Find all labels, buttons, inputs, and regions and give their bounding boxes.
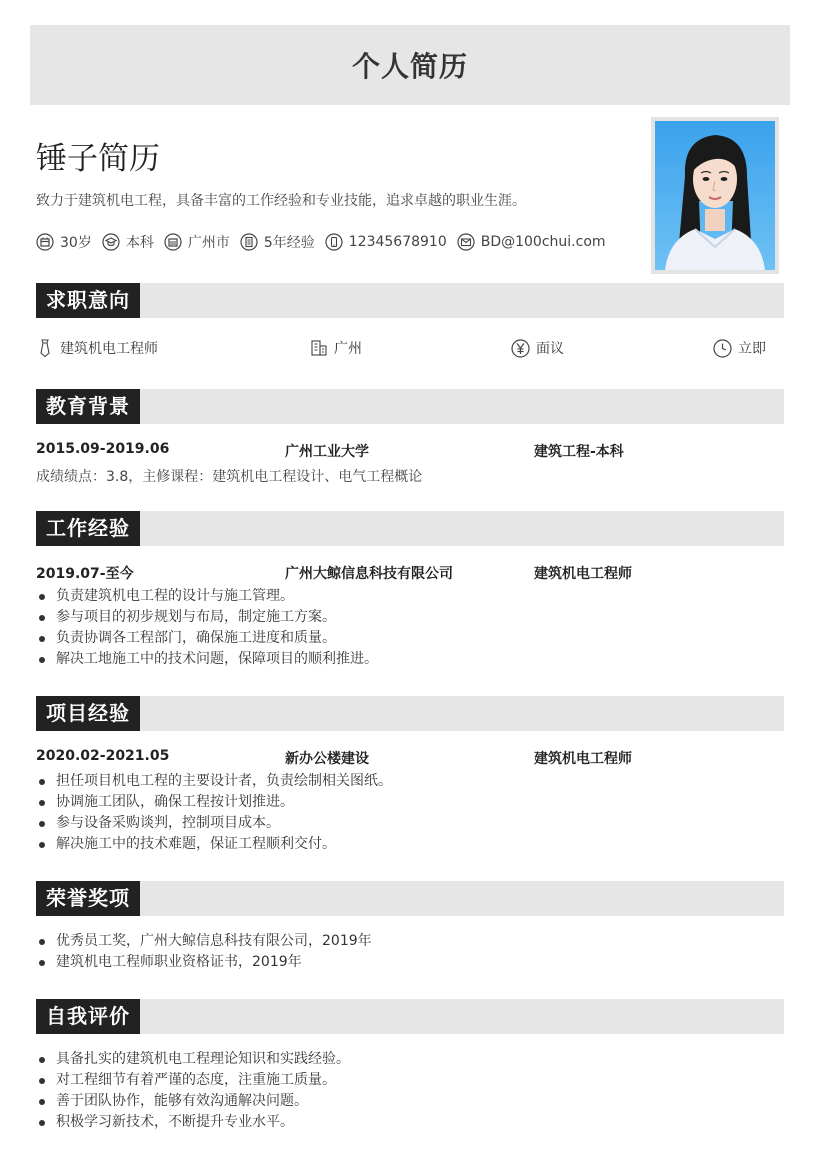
self-bullets — [36, 1049, 784, 1133]
tagline: 致力于建筑机电工程，具备丰富的工作经验和专业技能，追求卓越的职业生涯。 — [36, 193, 526, 209]
intent-salary-text: 面议 — [536, 341, 564, 357]
info-phone-text: 12345678910 — [348, 234, 447, 250]
work-company: 广州大鲸信息科技有限公司 — [285, 566, 453, 582]
list-item: 担任项目机电工程的主要设计者，负责绘制相关图纸。 — [36, 771, 784, 792]
info-email — [457, 233, 606, 251]
portrait-image — [655, 121, 775, 270]
info-phone — [325, 233, 447, 251]
list-item: 参与设备采购谈判，控制项目成本。 — [36, 813, 784, 834]
intent-availability — [713, 338, 766, 358]
list-item: 建筑机电工程师职业资格证书，2019年 — [36, 952, 784, 973]
project-row — [36, 748, 784, 768]
info-age-text: 30岁 — [60, 235, 92, 251]
education-school: 广州工业大学 — [285, 444, 369, 460]
list-item: 善于团队协作，能够有效沟通解决问题。 — [36, 1091, 784, 1112]
section-title: 自我评价 — [36, 999, 140, 1034]
info-experience — [240, 232, 315, 252]
city-icon — [310, 338, 328, 358]
list-item: 负责建筑机电工程的设计与施工管理。 — [36, 586, 784, 607]
list-item: 具备扎实的建筑机电工程理论知识和实践经验。 — [36, 1049, 784, 1070]
basic-info — [36, 230, 636, 254]
building-icon — [164, 233, 182, 251]
work-bullets — [36, 586, 784, 670]
page-title: 个人简历 — [351, 50, 468, 83]
section-header-education — [36, 389, 784, 424]
project-role: 建筑机电工程师 — [534, 751, 632, 767]
info-degree-text: 本科 — [125, 235, 154, 251]
document-icon — [240, 233, 258, 251]
education-period: 2015.09-2019.06 — [36, 441, 170, 457]
graduation-cap-icon — [102, 233, 120, 251]
project-period: 2020.02-2021.05 — [36, 748, 170, 764]
list-item: 优秀员工奖，广州大鲸信息科技有限公司，2019年 — [36, 931, 784, 952]
info-city — [164, 232, 230, 252]
intent-availability-text: 立即 — [738, 341, 766, 357]
section-header-work — [36, 511, 784, 546]
clock-icon — [713, 339, 732, 358]
section-title: 教育背景 — [36, 389, 140, 424]
section-title: 求职意向 — [36, 283, 140, 318]
education-detail: 成绩绩点：3.8，主修课程：建筑机电工程设计、电气工程概论 — [36, 469, 423, 485]
list-item: 积极学习新技术，不断提升专业水平。 — [36, 1112, 784, 1133]
info-age — [36, 232, 92, 252]
info-degree — [102, 232, 154, 252]
section-title: 荣誉奖项 — [36, 881, 140, 916]
work-row — [36, 563, 784, 583]
profile-photo — [651, 117, 779, 274]
intent-position — [36, 338, 158, 358]
list-item: 解决工地施工中的技术问题，保障项目的顺利推进。 — [36, 649, 784, 670]
email-icon — [457, 233, 475, 251]
intent-salary — [511, 338, 564, 358]
section-title: 项目经验 — [36, 696, 140, 731]
candidate-name: 锤子简历 — [36, 141, 160, 177]
intent-position-text: 建筑机电工程师 — [60, 341, 158, 357]
honors-bullets — [36, 931, 784, 973]
list-item: 对工程细节有着严谨的态度，注重施工质量。 — [36, 1070, 784, 1091]
work-period: 2019.07-至今 — [36, 566, 134, 582]
project-name: 新办公楼建设 — [285, 751, 369, 767]
work-role: 建筑机电工程师 — [534, 566, 632, 582]
section-header-project — [36, 696, 784, 731]
list-item: 解决施工中的技术难题，保证工程顺利交付。 — [36, 834, 784, 855]
section-header-honors — [36, 881, 784, 916]
info-city-text: 广州市 — [187, 235, 230, 251]
section-title: 工作经验 — [36, 511, 140, 546]
yen-icon — [511, 339, 530, 358]
list-item: 负责协调各工程部门，确保施工进度和质量。 — [36, 628, 784, 649]
info-experience-text: 5年经验 — [263, 235, 315, 251]
calendar-icon — [36, 233, 54, 251]
section-header-self — [36, 999, 784, 1034]
intent-city-text: 广州 — [334, 341, 362, 357]
list-item: 协调施工团队，确保工程按计划推进。 — [36, 792, 784, 813]
info-email-text: BD@100chui.com — [480, 234, 606, 250]
project-bullets — [36, 771, 784, 855]
intent-city — [310, 338, 362, 358]
section-header-intent — [36, 283, 784, 318]
education-row — [36, 441, 784, 461]
phone-icon — [325, 233, 343, 251]
education-major: 建筑工程-本科 — [534, 444, 624, 460]
list-item: 参与项目的初步规划与布局，制定施工方案。 — [36, 607, 784, 628]
header-banner — [30, 25, 790, 105]
tie-icon — [36, 338, 54, 358]
